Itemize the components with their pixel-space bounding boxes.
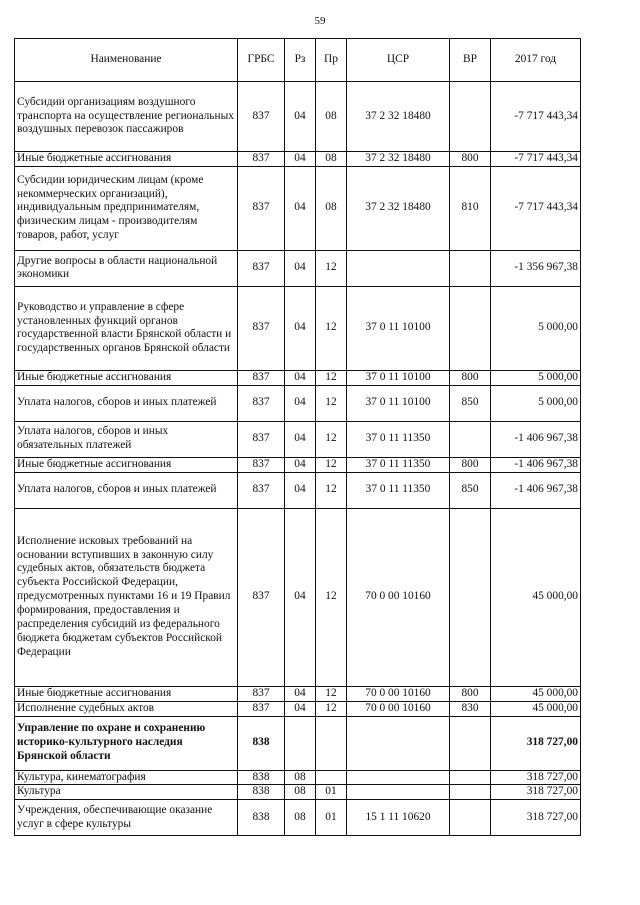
row-name: Культура, кинематография (15, 770, 238, 785)
row-pr: 08 (316, 82, 347, 152)
row-pr: 01 (316, 800, 347, 836)
row-name: Культура (15, 785, 238, 800)
row-grbs: 837 (238, 370, 285, 385)
row-amount: 5 000,00 (491, 286, 581, 370)
row-rz: 04 (285, 385, 316, 421)
table-row (15, 785, 581, 800)
row-rz: 08 (285, 800, 316, 836)
row-csr: 37 2 32 18480 (347, 166, 450, 250)
row-amount: 318 727,00 (491, 716, 581, 770)
row-vr (450, 800, 491, 836)
row-pr: 12 (316, 508, 347, 686)
row-grbs: 838 (238, 785, 285, 800)
row-csr: 70 0 00 10160 (347, 701, 450, 716)
row-name: Учреждения, обеспечивающие оказание услуг в сфере культуры (15, 800, 238, 836)
row-csr: 70 0 00 10160 (347, 508, 450, 686)
row-vr: 810 (450, 166, 491, 250)
row-rz: 08 (285, 770, 316, 785)
row-grbs: 838 (238, 800, 285, 836)
row-grbs: 838 (238, 770, 285, 785)
row-pr: 12 (316, 250, 347, 286)
header-grbs: ГРБС (238, 39, 285, 82)
table-row (15, 457, 581, 472)
row-name: Другие вопросы в области национальной экономики (15, 250, 238, 286)
row-csr: 15 1 11 10620 (347, 800, 450, 836)
table-row (15, 166, 581, 250)
row-amount: -7 717 443,34 (491, 82, 581, 152)
row-rz: 04 (285, 472, 316, 508)
row-pr: 12 (316, 472, 347, 508)
header-name: Наименование (15, 39, 238, 82)
row-grbs: 837 (238, 472, 285, 508)
table-row (15, 472, 581, 508)
row-vr (450, 785, 491, 800)
row-pr: 12 (316, 370, 347, 385)
header-amount: 2017 год (491, 39, 581, 82)
row-vr (450, 286, 491, 370)
row-amount: 318 727,00 (491, 785, 581, 800)
row-pr: 08 (316, 152, 347, 167)
row-grbs: 837 (238, 421, 285, 457)
row-csr: 37 2 32 18480 (347, 82, 450, 152)
row-rz: 04 (285, 152, 316, 167)
row-rz (285, 716, 316, 770)
row-amount: 318 727,00 (491, 770, 581, 785)
row-vr: 850 (450, 385, 491, 421)
row-rz: 04 (285, 701, 316, 716)
header-rz: Рз (285, 39, 316, 82)
row-amount: -1 406 967,38 (491, 472, 581, 508)
row-vr (450, 716, 491, 770)
row-rz: 04 (285, 508, 316, 686)
row-pr: 12 (316, 457, 347, 472)
row-csr: 37 0 11 11350 (347, 457, 450, 472)
table-row (15, 716, 581, 770)
row-amount: 5 000,00 (491, 370, 581, 385)
row-amount: -7 717 443,34 (491, 166, 581, 250)
row-vr (450, 770, 491, 785)
row-csr: 37 0 11 10100 (347, 370, 450, 385)
row-name: Иные бюджетные ассигнования (15, 686, 238, 701)
row-amount: -7 717 443,34 (491, 152, 581, 167)
row-csr: 37 0 11 11350 (347, 421, 450, 457)
row-rz: 04 (285, 686, 316, 701)
header-pr: Пр (316, 39, 347, 82)
table-row (15, 508, 581, 686)
row-csr: 37 0 11 11350 (347, 472, 450, 508)
row-name: Руководство и управление в сфере установленных функций органов государственной власти Брянской области и государственных органов Брянской области (15, 286, 238, 370)
row-name: Иные бюджетные ассигнования (15, 370, 238, 385)
header-csr: ЦСР (347, 39, 450, 82)
row-amount: 318 727,00 (491, 800, 581, 836)
row-vr: 800 (450, 152, 491, 167)
table-row (15, 250, 581, 286)
table-row (15, 701, 581, 716)
table-row (15, 82, 581, 152)
row-vr: 830 (450, 701, 491, 716)
row-pr: 01 (316, 785, 347, 800)
row-grbs: 837 (238, 701, 285, 716)
row-name: Иные бюджетные ассигнования (15, 457, 238, 472)
row-rz: 04 (285, 166, 316, 250)
header-vr: ВР (450, 39, 491, 82)
row-name: Уплата налогов, сборов и иных платежей (15, 385, 238, 421)
row-vr: 850 (450, 472, 491, 508)
row-grbs: 837 (238, 166, 285, 250)
row-csr (347, 250, 450, 286)
row-csr (347, 785, 450, 800)
row-name: Субсидии организациям воздушного транспорта на осуществление региональных воздушных перевозок пассажиров (15, 82, 238, 152)
row-vr (450, 508, 491, 686)
row-csr: 37 0 11 10100 (347, 385, 450, 421)
row-rz: 04 (285, 82, 316, 152)
row-amount: 45 000,00 (491, 508, 581, 686)
row-amount: 45 000,00 (491, 686, 581, 701)
row-rz: 04 (285, 370, 316, 385)
table-row (15, 800, 581, 836)
table-row (15, 421, 581, 457)
row-name: Уплата налогов, сборов и иных обязательных платежей (15, 421, 238, 457)
row-amount: -1 356 967,38 (491, 250, 581, 286)
row-grbs: 837 (238, 250, 285, 286)
row-grbs: 837 (238, 82, 285, 152)
row-vr (450, 250, 491, 286)
row-csr: 70 0 00 10160 (347, 686, 450, 701)
row-pr: 12 (316, 421, 347, 457)
row-pr: 12 (316, 286, 347, 370)
table-row (15, 770, 581, 785)
row-vr (450, 82, 491, 152)
table-row (15, 152, 581, 167)
row-csr (347, 770, 450, 785)
row-pr (316, 770, 347, 785)
table-row (15, 686, 581, 701)
row-vr: 800 (450, 370, 491, 385)
row-grbs: 837 (238, 385, 285, 421)
table-row (15, 385, 581, 421)
row-pr: 12 (316, 686, 347, 701)
row-grbs: 837 (238, 508, 285, 686)
row-pr: 12 (316, 701, 347, 716)
row-grbs: 837 (238, 457, 285, 472)
row-grbs: 837 (238, 686, 285, 701)
budget-table (14, 38, 581, 836)
row-rz: 08 (285, 785, 316, 800)
row-pr (316, 716, 347, 770)
row-name: Управление по охране и сохранению историко-культурного наследия Брянской области (15, 716, 238, 770)
row-csr: 37 2 32 18480 (347, 152, 450, 167)
row-name: Субсидии юридическим лицам (кроме некоммерческих организаций), индивидуальным предпринимателям, физическим лицам - производителям товаров, работ, услуг (15, 166, 238, 250)
row-pr: 12 (316, 385, 347, 421)
row-grbs: 837 (238, 152, 285, 167)
row-csr (347, 716, 450, 770)
row-csr: 37 0 11 10100 (347, 286, 450, 370)
row-amount: -1 406 967,38 (491, 457, 581, 472)
table-row (15, 286, 581, 370)
row-amount: -1 406 967,38 (491, 421, 581, 457)
table-header-row (15, 39, 581, 82)
row-amount: 5 000,00 (491, 385, 581, 421)
page-number: 59 (314, 15, 326, 27)
row-name: Уплата налогов, сборов и иных платежей (15, 472, 238, 508)
row-rz: 04 (285, 457, 316, 472)
row-grbs: 837 (238, 286, 285, 370)
row-vr: 800 (450, 457, 491, 472)
row-vr (450, 421, 491, 457)
row-amount: 45 000,00 (491, 701, 581, 716)
row-name: Иные бюджетные ассигнования (15, 152, 238, 167)
row-rz: 04 (285, 250, 316, 286)
row-rz: 04 (285, 286, 316, 370)
row-pr: 08 (316, 166, 347, 250)
row-grbs: 838 (238, 716, 285, 770)
row-name: Исполнение исковых требований на основании вступивших в законную силу судебных актов, обязательств бюджета субъекта Российской Федерации, предусмотренных пунктами 16 и 19 Правил формирования, предоставления и распределения субсидий из федерального бюджета бюджетам субъектов Российской Федерации (15, 508, 238, 686)
table-row (15, 370, 581, 385)
row-rz: 04 (285, 421, 316, 457)
row-name: Исполнение судебных актов (15, 701, 238, 716)
row-vr: 800 (450, 686, 491, 701)
